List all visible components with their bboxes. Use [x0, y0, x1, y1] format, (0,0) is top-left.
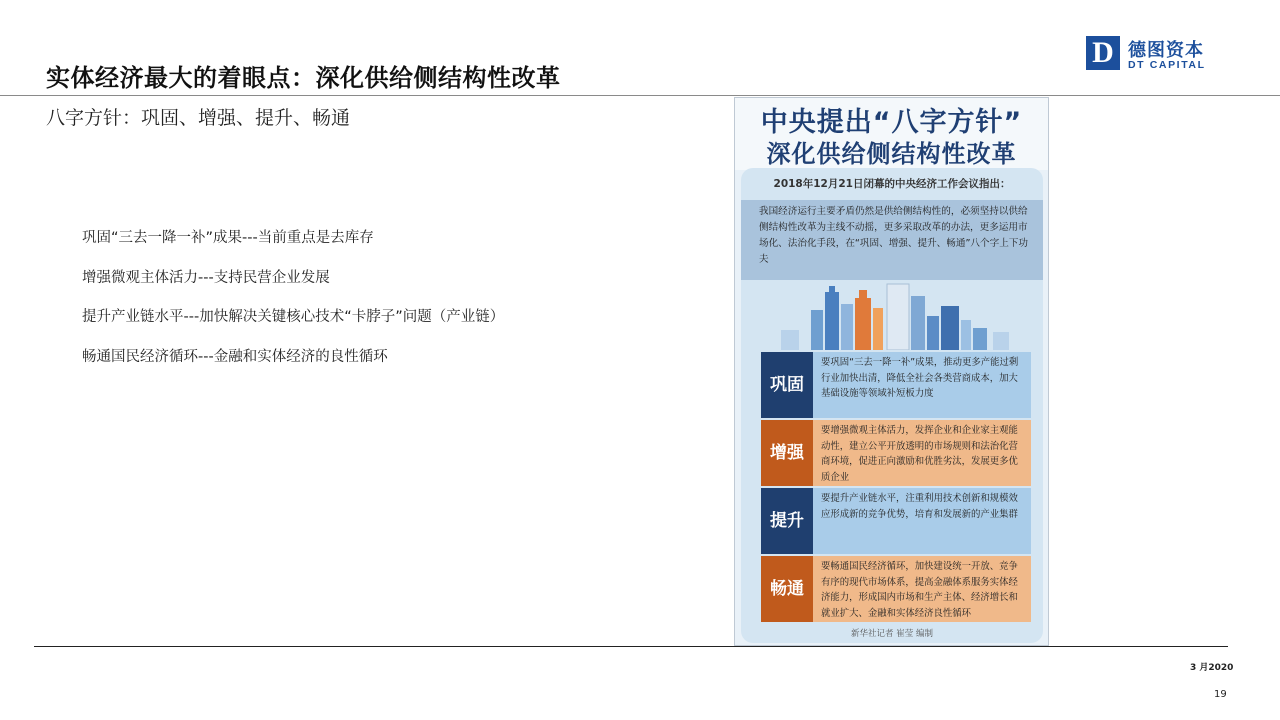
pillar-smooth — [755, 556, 1031, 622]
poster-heading-line2: 深化供给侧结构性改革 — [766, 140, 1017, 168]
slide-title: 实体经济最大的着眼点：深化供给侧结构性改革 — [46, 64, 561, 92]
poster-credit: 新华社记者 崔莹 编制 — [851, 629, 933, 639]
pillar-text: 要畅通国民经济循环，加快建设统一开放、竞争有序的现代市场体系，提高金融体系服务实体经济能力，形成国内市场和生产主体、经济增长和就业扩大、金融和实体经济良性循环 — [813, 556, 1031, 622]
pillar-upgrade — [755, 488, 1031, 554]
poster-heading-line1: 中央提出“八字方针” — [760, 107, 1023, 138]
infographic-poster — [734, 97, 1049, 646]
poster-body — [741, 168, 1043, 643]
pillar-strengthen — [755, 420, 1031, 486]
pillar-text: 要增强微观主体活力，发挥企业和企业家主观能动性，建立公平开放透明的市场规则和法治化营商环境，促进正向激励和优胜劣汰，发展更多优质企业 — [813, 420, 1031, 486]
pillar-tag: 提升 — [761, 488, 813, 554]
logo-mark-icon: D — [1086, 36, 1120, 70]
pillar-text: 要提升产业链水平，注重利用技术创新和规模效应形成新的竞争优势，培育和发展新的产业集群 — [813, 488, 1031, 554]
footer-divider — [34, 646, 1228, 647]
poster-intro: 2018年12月21日闭幕的中央经济工作会议指出： — [773, 178, 1011, 190]
page-number: 19 — [1214, 689, 1227, 700]
pillar-tag: 畅通 — [761, 556, 813, 622]
poster-quote: 我国经济运行主要矛盾仍然是供给侧结构性的，必须坚持以供给侧结构性改革为主线不动摇，更多采取改革的办法，更多运用市场化、法治化手段，在“巩固、增强、提升、畅通”八个字上下功夫 — [741, 200, 1043, 280]
bullet-item: 增强微观主体活力---支持民营企业发展 — [82, 269, 330, 286]
logo-name-cn: 德图资本 — [1128, 40, 1204, 61]
bullet-list — [82, 228, 504, 386]
pillar-tag: 增强 — [761, 420, 813, 486]
city-skyline-illustration — [741, 280, 1043, 350]
slide-subtitle: 八字方针：巩固、增强、提升、畅通 — [46, 107, 351, 129]
poster-header — [735, 98, 1048, 170]
slide-date: 3 月2020 — [1190, 663, 1234, 673]
bullet-item: 畅通国民经济循环---金融和实体经济的良性循环 — [82, 348, 388, 365]
company-logo — [1086, 36, 1216, 74]
title-divider — [0, 95, 1280, 96]
pillar-text: 要巩固“三去一降一补”成果，推动更多产能过剩行业加快出清，降低全社会各类营商成本，加大基础设施等领域补短板力度 — [813, 352, 1031, 418]
bullet-item: 提升产业链水平---加快解决关键核心技术“卡脖子”问题（产业链） — [82, 309, 505, 325]
pillar-consolidate — [755, 352, 1031, 418]
logo-name-en: DT CAPITAL — [1128, 59, 1206, 71]
pillar-tag: 巩固 — [761, 352, 813, 418]
bullet-item: 巩固“三去一降一补”成果---当前重点是去库存 — [82, 230, 374, 246]
